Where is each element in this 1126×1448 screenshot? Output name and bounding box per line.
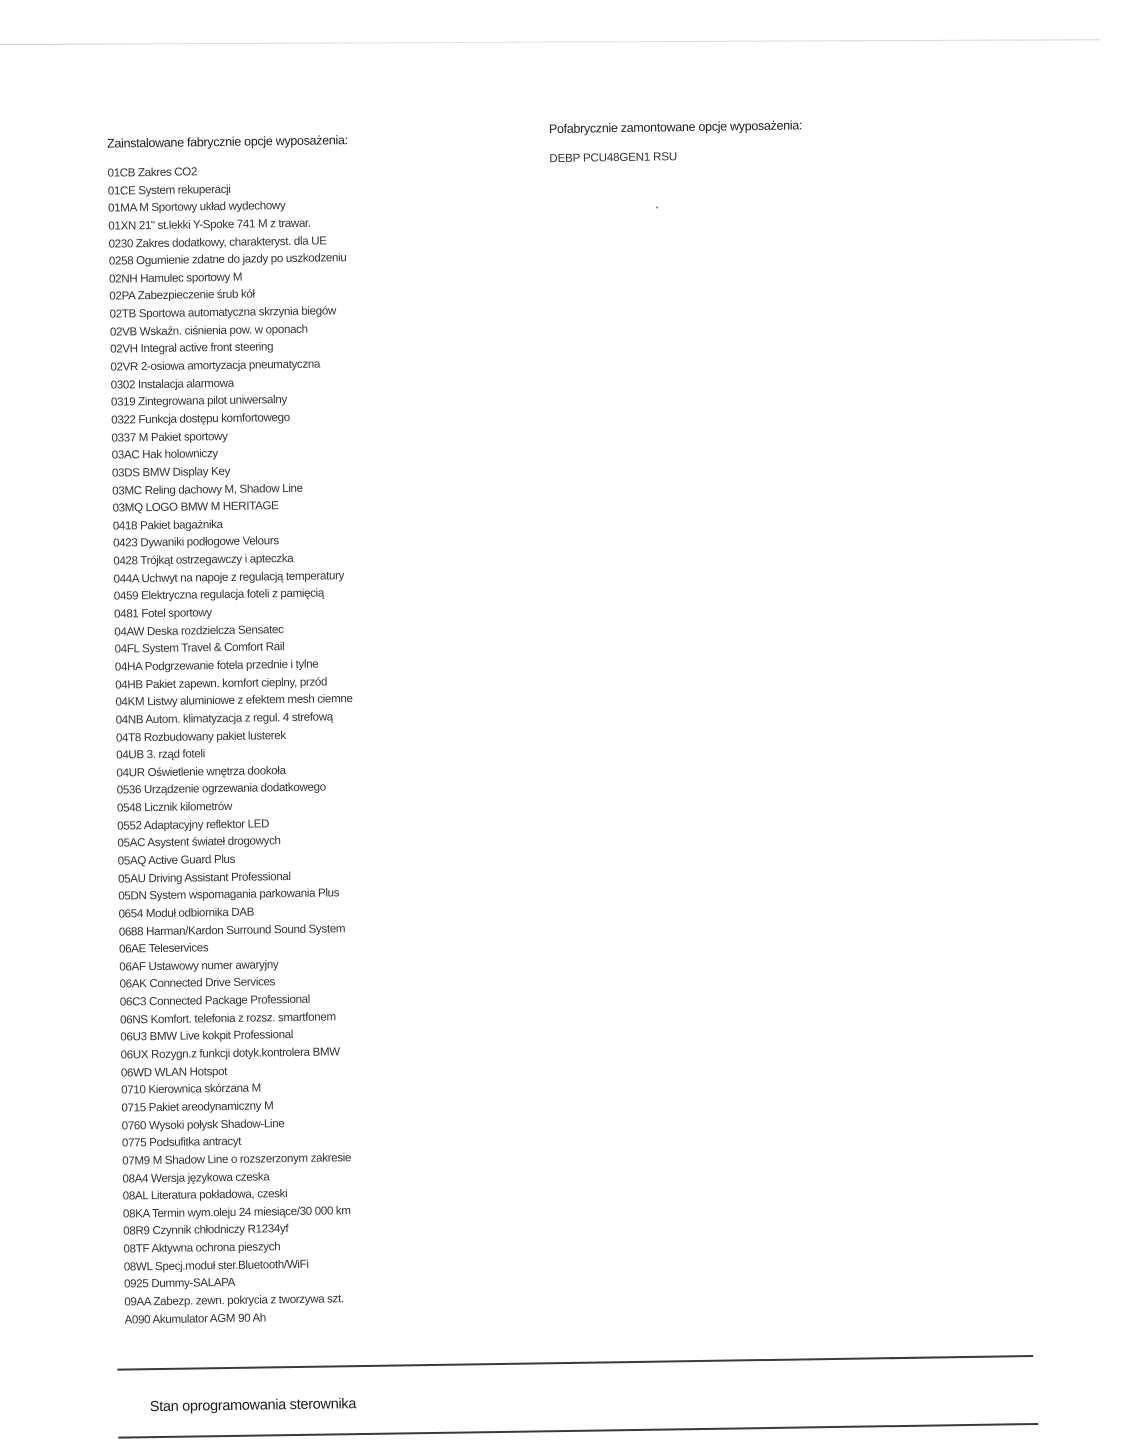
option-item: 08AL Literatura pokładowa, czeski [122, 1187, 288, 1203]
retrofit-options-list [549, 144, 989, 168]
option-item: 0775 Podsufitka antracyt [121, 1135, 242, 1150]
option-item: 03DS BMW Display Key [111, 464, 231, 480]
option-item: 0688 Harman/Kardon Surround Sound System [118, 921, 346, 939]
option-item: 09AA Zabezp. zewn. pokrycia z tworzywa szt. [124, 1292, 344, 1309]
option-item: 06NS Komfort. telefonia z rozsz. smartfonem [120, 1010, 336, 1027]
option-item: 02TB Sportowa automatyczna skrzynia biegów [109, 304, 337, 321]
option-item: 07M9 M Shadow Line o rozszerzonym zakresie [122, 1151, 352, 1168]
option-item: 04HA Podgrzewanie fotela przednie i tylne [114, 657, 319, 674]
option-item: 08R9 Czynnik chłodniczy R1234yf [123, 1222, 289, 1238]
option-item: 03MQ LOGO BMW M HERITAGE [112, 499, 279, 515]
option-item: 06AE Teleservices [118, 941, 209, 956]
scan-speck [656, 206, 658, 208]
footer-bottom-rule [118, 1423, 1038, 1439]
option-item: 08KA Termin wym.oleju 24 miesiące/30 000 km [122, 1203, 351, 1221]
option-item: 0337 M Pakiet sportowy [111, 429, 228, 445]
option-item: 02PA Zabezpieczenie śrub kół [109, 287, 255, 304]
retrofit-options-title: Pofabrycznie zamontowane opcje wyposażenia: [548, 118, 803, 137]
option-item: 04NB Autom. klimatyzacja z regul. 4 strefową [115, 710, 333, 727]
option-item: 01CB Zakres CO2 [107, 165, 198, 180]
option-item: 01CE System rekuperacji [107, 182, 231, 198]
option-item: 02NH Hamulec sportowy M [109, 270, 243, 286]
option-item: 08A4 Wersja językowa czeska [122, 1169, 270, 1186]
option-item: 06WD WLAN Hotspot [120, 1064, 228, 1080]
option-item: 03AC Hak holowniczy [111, 447, 218, 462]
option-item: 05AU Driving Assistant Professional [117, 869, 291, 886]
firmware-status-heading: Stan oprogramowania sterownika [149, 1396, 357, 1416]
option-item: 0481 Fotel sportowy [113, 606, 212, 621]
option-item: 06UX Rozygn.z funkcji dotyk.kontrolera BMW [120, 1045, 340, 1062]
option-item: 04KM Listwy aluminiowe z efektem mesh ciemne [115, 692, 353, 709]
option-item: 01XN 21" st.lekki Y-Spoke 741 M z trawar. [108, 216, 311, 233]
option-item: 0459 Elektryczna regulacja foteli z pamięcią [113, 586, 325, 603]
option-item: 04UB 3. rząd foteli [116, 747, 205, 762]
option-item: 06AK Connected Drive Services [119, 975, 276, 992]
option-item: 02VH Integral active front steering [110, 340, 274, 357]
retrofit-options-section [549, 116, 990, 168]
factory-options-list [107, 159, 524, 1329]
option-item: 0760 Wysoki połysk Shadow-Line [121, 1116, 285, 1133]
option-item: 02VB Wskaźn. ciśnienia pow. w oponach [109, 322, 308, 339]
option-item: 0258 Ogumienie zdatne do jazdy po uszkodzeniu [108, 251, 347, 268]
option-item: 08WL Specj.moduł ster.Bluetooth/WiFi [123, 1257, 309, 1274]
option-item: 0536 Urządzenie ogrzewania dodatkowego [116, 780, 326, 798]
option-item: 06AF Ustawowy numer awaryjny [119, 958, 279, 974]
option-item: DEBP PCU48GEN1 RSU [549, 150, 678, 166]
factory-options-section [107, 131, 525, 1329]
option-item: 0230 Zakres dodatkowy, charakteryst. dla UE [108, 233, 327, 251]
footer-top-rule [117, 1355, 1033, 1371]
option-item: 0302 Instalacja alarmowa [110, 376, 234, 392]
option-item: 05AC Asystent świateł drogowych [117, 834, 281, 850]
option-item: 06C3 Connected Package Professional [119, 992, 311, 1009]
option-item: 03MC Reling dachowy M, Shadow Line [112, 481, 303, 498]
option-item: 0319 Zintegrowana pilot uniwersalny [110, 393, 287, 409]
option-item: 01MA M Sportowy układ wydechowy [107, 199, 286, 215]
option-item: 08TF Aktywna ochrona pieszych [123, 1240, 281, 1256]
option-item: 04HB Pakiet zapewn. komfort cieplny, przód [115, 675, 328, 692]
option-item: A090 Akumulator AGM 90 Ah [124, 1311, 267, 1327]
option-item: 05AQ Active Guard Plus [117, 852, 236, 868]
option-item: 0418 Pakiet bagażnika [112, 517, 223, 533]
option-item: 0654 Moduł odbiornika DAB [118, 905, 255, 921]
option-item: 0925 Dummy-SALAPA [123, 1276, 236, 1291]
option-item: 04UR Oświetlenie wnętrza dookoła [116, 763, 286, 780]
option-item: 04T8 Rozbudowany pakiet lusterek [115, 728, 286, 745]
option-item: 05DN System wspomagania parkowania Plus [118, 886, 340, 903]
option-item: 0548 Licznik kilometrów [116, 799, 233, 815]
option-item: 0423 Dywaniki podłogowe Velours [112, 534, 279, 551]
option-item: 0710 Kierownica skórzana M [121, 1081, 261, 1097]
option-item: 04AW Deska rozdzielcza Sensatec [114, 622, 284, 639]
option-item: 04FL System Travel & Comfort Rail [114, 640, 285, 656]
option-item: 02VR 2-osiowa amortyzacja pneumatyczna [110, 357, 321, 374]
option-item: 0428 Trójkąt ostrzegawczy i apteczka [113, 552, 294, 568]
option-item: 06U3 BMW Live kokpit Professional [120, 1028, 294, 1044]
factory-options-title: Zainstalowane fabrycznie opcje wyposażenia: [106, 133, 348, 151]
option-item: 0322 Funkcja dostępu komfortowego [111, 410, 290, 427]
option-item: 0552 Adaptacyjny reflektor LED [117, 817, 270, 833]
option-item: 0715 Pakiet areodynamiczny M [121, 1099, 274, 1115]
option-item: 044A Uchwyt na napoje z regulacją temperatury [113, 568, 345, 586]
